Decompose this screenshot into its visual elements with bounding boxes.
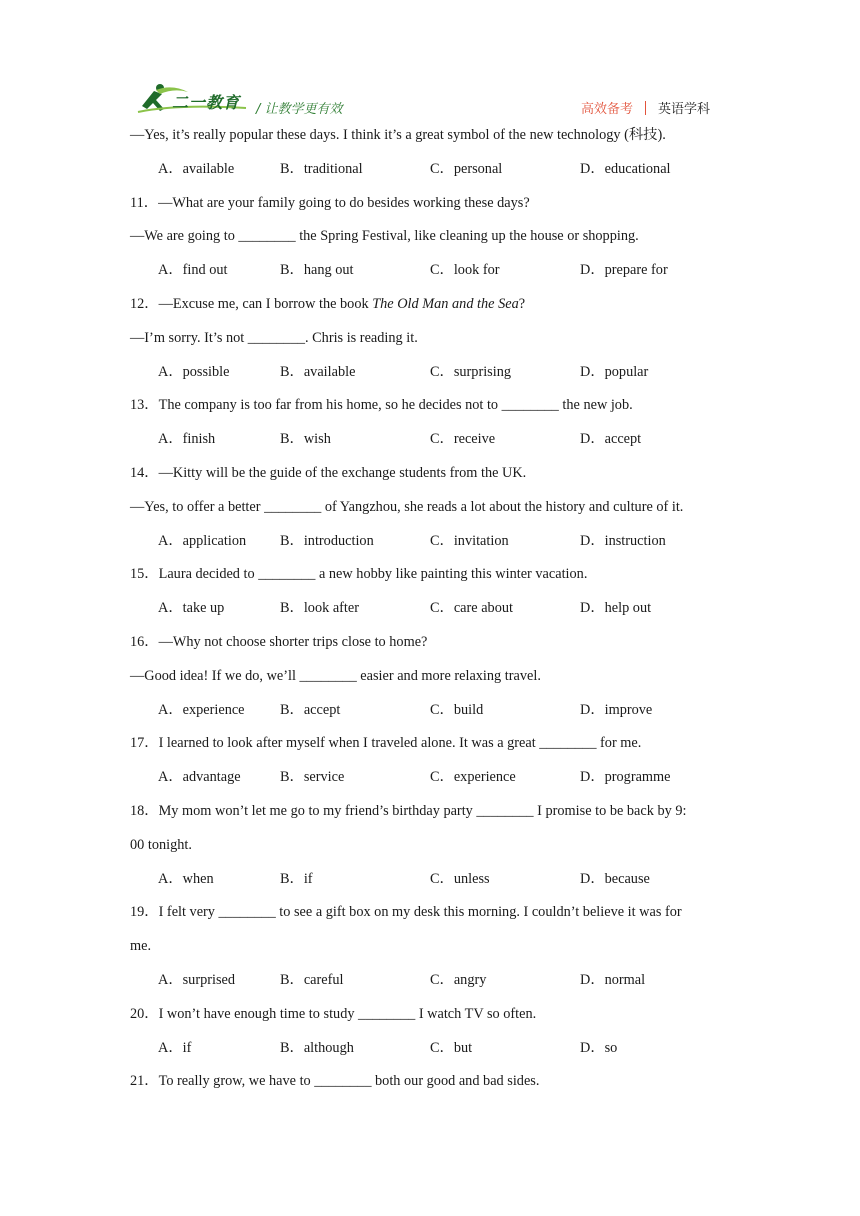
- answer-options: [130, 426, 730, 460]
- answer-option: A．when: [158, 870, 214, 887]
- question-line: —We are going to ________ the Spring Festival, like cleaning up the house or shopping.: [130, 228, 639, 245]
- answer-options: [130, 257, 730, 291]
- answer-option: C．build: [430, 701, 484, 718]
- question-list: [130, 122, 730, 1102]
- answer-option: D．accept: [580, 431, 642, 448]
- answer-option: B．wish: [280, 431, 331, 448]
- question-line: 14．—Kitty will be the guide of the exchange students from the UK.: [130, 464, 527, 481]
- answer-option: A．possible: [158, 363, 230, 380]
- logo-text: 二一教育: [172, 93, 241, 112]
- question-line: 13．The company is too far from his home, so he decides not to ________ the new job.: [130, 397, 633, 414]
- answer-option: B．if: [280, 870, 313, 887]
- question-line: 15．Laura decided to ________ a new hobby like painting this winter vacation.: [130, 566, 588, 583]
- answer-option: D．prepare for: [580, 262, 668, 279]
- answer-option: C．invitation: [430, 532, 509, 549]
- answer-options: [130, 697, 730, 731]
- answer-option: D．because: [580, 870, 650, 887]
- answer-option: B．look after: [280, 600, 360, 617]
- tagline-exam-prep: 高效备考: [580, 102, 633, 117]
- answer-option: D．popular: [580, 363, 649, 380]
- tagline-divider: [645, 101, 646, 115]
- question-line: me.: [130, 938, 152, 955]
- answer-option: C．surprising: [430, 363, 512, 380]
- answer-options: [130, 528, 730, 562]
- answer-options: [130, 359, 730, 393]
- answer-option: B．introduction: [280, 532, 374, 549]
- answer-option: B．available: [280, 363, 356, 380]
- question-line: —Good idea! If we do, we’ll ________ easier and more relaxing travel.: [130, 667, 541, 684]
- answer-options: [130, 866, 730, 900]
- tagline-subject: 英语学科: [657, 102, 710, 117]
- answer-option: A．advantage: [158, 769, 241, 786]
- answer-option: D．so: [580, 1039, 618, 1056]
- question-line: —I’m sorry. It’s not ________. Chris is reading it.: [130, 329, 418, 346]
- book-title: The Old Man and the Sea: [372, 295, 519, 312]
- header-tagline: [581, 98, 710, 117]
- answer-option: B．careful: [280, 971, 344, 988]
- answer-option: C．look for: [430, 262, 500, 279]
- answer-option: A．available: [158, 160, 235, 177]
- answer-options: [130, 595, 730, 629]
- question-line: 20．I won’t have enough time to study ________ I watch TV so often.: [130, 1005, 537, 1022]
- question-line: [130, 291, 730, 325]
- question-line: 18．My mom won’t let me go to my friend’s birthday party ________ I promise to be back by 9:: [130, 802, 687, 819]
- question-line: 17．I learned to look after myself when I traveled alone. It was a great ________ for me.: [130, 735, 642, 752]
- answer-option: A．application: [158, 532, 247, 549]
- question-line: 00 tonight.: [130, 836, 192, 853]
- slogan: / 让教学更有效: [256, 102, 343, 117]
- answer-option: A．find out: [158, 262, 228, 279]
- answer-option: C．receive: [430, 431, 496, 448]
- answer-options: [130, 967, 730, 1001]
- answer-option: A．take up: [158, 600, 225, 617]
- question-text: ?: [518, 295, 526, 312]
- answer-option: B．hang out: [280, 262, 354, 279]
- answer-option: C．care about: [430, 600, 513, 617]
- answer-options: [130, 156, 730, 190]
- answer-option: C．angry: [430, 971, 487, 988]
- answer-option: C．personal: [430, 160, 503, 177]
- question-line: —Yes, it’s really popular these days. I think it’s a great symbol of the new technology (科技).: [130, 127, 666, 143]
- answer-option: B．accept: [280, 701, 341, 718]
- question-text: 12．—Excuse me, can I borrow the book: [130, 295, 373, 312]
- answer-option: D．educational: [580, 160, 671, 177]
- question-line: 11．—What are your family going to do besides working these days?: [130, 194, 530, 211]
- answer-options: [130, 764, 730, 798]
- answer-option: A．experience: [158, 701, 245, 718]
- answer-option: D．improve: [580, 701, 653, 718]
- question-line: 19．I felt very ________ to see a gift box on my desk this morning. I couldn’t believe it was for: [130, 904, 682, 921]
- question-line: —Yes, to offer a better ________ of Yangzhou, she reads a lot about the history and culture of it.: [130, 498, 684, 515]
- answer-option: A．if: [158, 1039, 192, 1056]
- answer-option: C．unless: [430, 870, 490, 887]
- answer-option: B．although: [280, 1039, 354, 1056]
- answer-option: D．normal: [580, 971, 646, 988]
- question-line: 21．To really grow, we have to ________ both our good and bad sides.: [130, 1073, 540, 1090]
- answer-option: C．experience: [430, 769, 516, 786]
- answer-option: B．service: [280, 769, 345, 786]
- answer-option: C．but: [430, 1039, 473, 1056]
- answer-option: A．surprised: [158, 971, 236, 988]
- question-line: 16．—Why not choose shorter trips close to home?: [130, 633, 428, 650]
- answer-option: A．finish: [158, 431, 216, 448]
- answer-option: D．instruction: [580, 532, 666, 549]
- page-header: [0, 0, 860, 124]
- answer-option: D．programme: [580, 769, 671, 786]
- answer-options: [130, 1035, 730, 1069]
- answer-option: D．help out: [580, 600, 652, 617]
- answer-option: B．traditional: [280, 160, 363, 177]
